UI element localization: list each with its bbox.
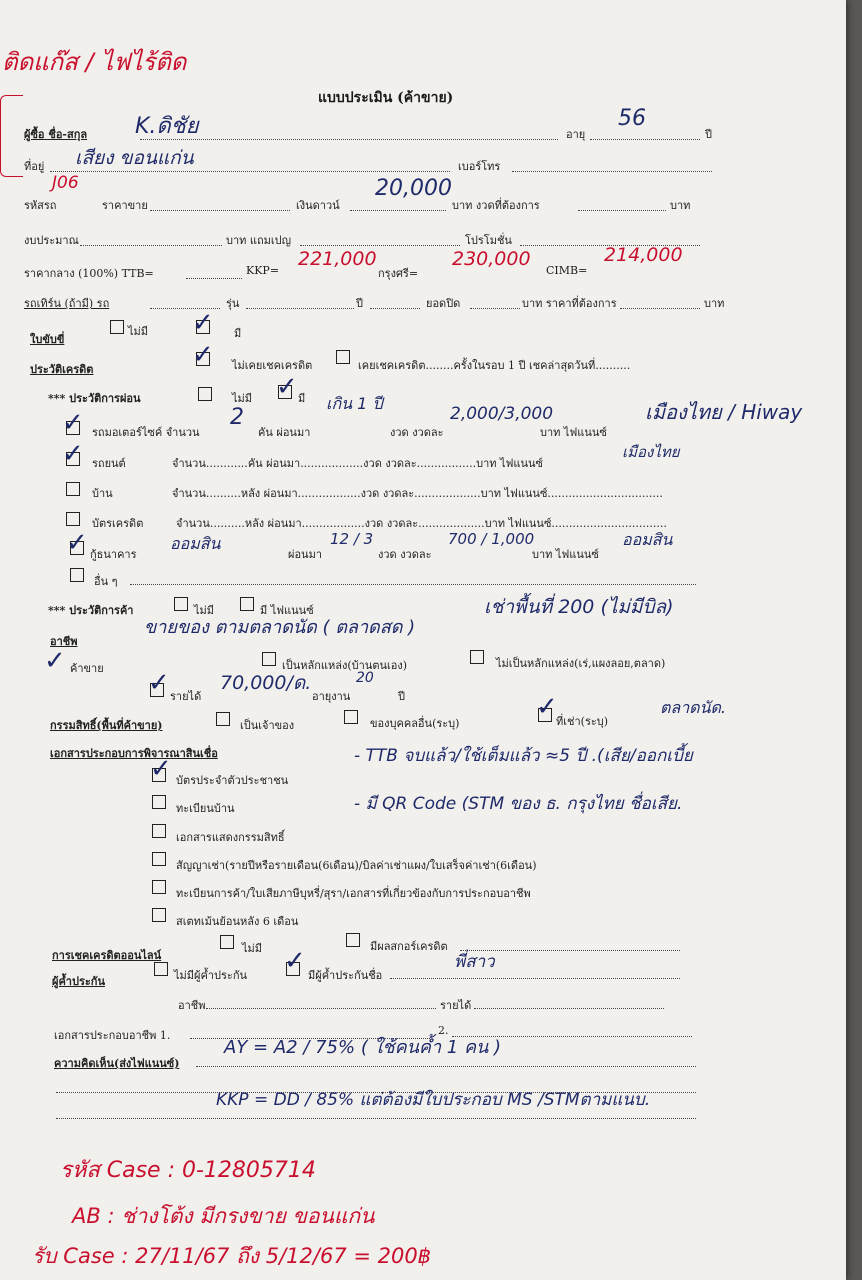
model-label: รุ่น [226, 297, 240, 310]
main-source-label: เป็นหลักแหล่ง(บ้านตนเอง) [282, 659, 408, 672]
license-yes-label: มี [234, 327, 242, 340]
other-owner-checkbox[interactable] [344, 710, 358, 724]
years-value[interactable]: 20 [356, 670, 374, 686]
age-value[interactable]: 56 [618, 106, 646, 131]
bankloan-label: กู้ธนาคาร [90, 548, 137, 561]
opinion-label: ความคิดเห็น(ส่งไฟแนนซ์) [54, 1057, 180, 1070]
installment-label: บาท งวดที่ต้องการ [452, 199, 540, 212]
house-label: บ้าน [92, 487, 113, 500]
down-label: เงินดาวน์ [296, 199, 340, 212]
main-source-checkbox[interactable] [262, 652, 276, 666]
baht-label: บาท [670, 199, 691, 212]
installment-no-label: ไม่มี [232, 392, 253, 405]
house-details: จำนวน..........หลัง ผ่อนมา..................งวด งวดละ...................บาท ไฟแนนซ์................................. [172, 487, 663, 500]
online-no-label: ไม่มี [242, 942, 263, 955]
income-label: รายได้ [170, 690, 202, 703]
case-line: รหัส Case : 0-12805714 [60, 1158, 316, 1183]
doc-2-label: เอกสารแสดงกรรมสิทธิ์ [176, 831, 285, 844]
phone-label: เบอร์โทร [458, 160, 501, 173]
installment-yes-label: มี [298, 392, 306, 405]
occupation-value[interactable]: ขายของ ตามตลาดนัด ( ตลาดสด ) [144, 617, 416, 638]
age-label: อายุ [566, 128, 586, 141]
opinion-line-1[interactable]: AY = A2 / 75% ( ใช้คนค้ำ 1 คน ) [224, 1037, 502, 1058]
buyer-label: ผู้ซื้อ ชื่อ-สกุล [24, 128, 88, 141]
cimb-value[interactable]: 214,000 [604, 244, 683, 266]
budget-label: งบประมาณ [24, 234, 79, 247]
creditcard-details: จำนวน..........หลัง ผ่อนมา..................งวด งวดละ...................บาท ไฟแนนซ์................................. [176, 517, 667, 530]
check-mark-icon: ✓ [536, 692, 558, 722]
cimb-label: CIMB= [546, 264, 588, 277]
check-mark-icon: ✓ [62, 408, 84, 438]
date-line: รับ Case : 27/11/67 ถึง 5/12/67 = 200฿ [32, 1244, 432, 1268]
buyer-name[interactable]: K.ดิชัย [135, 114, 199, 139]
not-main-checkbox[interactable] [470, 650, 484, 664]
doc-2-checkbox[interactable] [152, 824, 166, 838]
occ-docs-label: เอกสารประกอบอาชีพ 1. [54, 1029, 171, 1042]
bankloan-period: งวด งวดละ [378, 548, 432, 561]
motorcycle-finance[interactable]: เมืองไทย / Hiway [645, 400, 803, 424]
documents-note-2: - มี QR Code (STM ของ ธ. กรุงไทย ชื่อเสีย. [354, 794, 683, 814]
doc-4-label: ทะเบียนการค้า/ใบเสียภาษีบุหรี่/สุรา/เอกสารที่เกี่ยวข้องกับการประกอบอาชีพ [176, 887, 531, 900]
installment-note: เกิน 1 ปี [326, 394, 383, 413]
opinion-line-2[interactable]: KKP = DD / 85% แต่ต้องมีใบประกอบ MS /STMตามแนบ. [216, 1090, 651, 1110]
motorcycle-count[interactable]: 2 [230, 405, 244, 430]
check-mark-icon: ✓ [148, 668, 170, 698]
doc-1-checkbox[interactable] [152, 795, 166, 809]
baht-label-2: บาท [704, 297, 725, 310]
ownership-label: กรรมสิทธิ์(พื้นที่ค้าขาย) [50, 719, 163, 732]
krungsri-label: กรุงศรี= [378, 267, 419, 280]
online-no-checkbox[interactable] [220, 935, 234, 949]
guarantor-occupation-label: อาชีพ [178, 999, 206, 1012]
house-checkbox[interactable] [66, 482, 80, 496]
ttb-label: ราคากลาง (100%) TTB= [24, 267, 154, 280]
trade-yes-label: มี ไฟแนนซ์ [260, 604, 314, 617]
form-title: แบบประเมิน (ค้าขาย) [318, 90, 454, 106]
bankloan-unit: ผ่อนมา [288, 548, 322, 561]
credit-checked-label: เคยเชคเครดิต........ครั้งในรอบ 1 ปี เชคล่าสุดวันที่.......... [358, 359, 631, 372]
documents-note-1: - TTB จบแล้ว/ใช้เต็มแล้ว ≈5 ปี .(เสีย/ออกเบี้ย [354, 746, 693, 766]
guarantor-name[interactable]: พี่สาว [454, 952, 495, 972]
doc-3-checkbox[interactable] [152, 852, 166, 866]
rent-value[interactable]: ตลาดนัด. [660, 698, 726, 717]
credit-checked-checkbox[interactable] [336, 350, 350, 364]
installment-history-label: *** ประวัติการผ่อน [48, 392, 141, 405]
car-code-label: รหัสรถ [24, 199, 57, 212]
occ-docs-2: 2. [438, 1024, 449, 1037]
kkp-label: KKP= [246, 264, 280, 277]
guarantor-no-label: ไม่มีผู้ค้ำประกัน [174, 969, 247, 982]
years-unit: ปี [398, 690, 405, 703]
payoff-label: ยอดปิด [426, 297, 461, 310]
online-yes-checkbox[interactable] [346, 933, 360, 947]
trader-label: ค้าขาย [70, 662, 104, 675]
doc-3-label: สัญญาเช่า(รายปีหรือรายเดือน(6เดือน)/บิลค่าเช่าแผง/ใบเสร็จค่าเช่า(6เดือน) [176, 859, 537, 872]
other-label: อื่น ๆ [94, 575, 118, 588]
motorcycle-label: รถมอเตอร์ไซค์ จำนวน [92, 426, 200, 439]
guarantor-no-checkbox[interactable] [154, 962, 168, 976]
license-no-label: ไม่มี [128, 325, 149, 338]
down-value[interactable]: 20,000 [375, 176, 452, 201]
doc-1-label: ทะเบียนบ้าน [176, 802, 235, 815]
credit-label: ประวัติเครดิต [30, 363, 94, 376]
year-label: ปี [356, 297, 363, 310]
motorcycle-finance-label: บาท ไฟแนนซ์ [540, 426, 607, 439]
occupation-label: อาชีพ [50, 635, 78, 648]
online-yes-label: มีผลสกอร์เครดิต [370, 940, 448, 953]
car-label: รถยนต์ [92, 457, 126, 470]
tradein-price-label: บาท ราคาที่ต้องการ [522, 297, 617, 310]
other-owner-label: ของบุคคลอื่น(ระบุ) [370, 717, 460, 730]
guarantor-label: ผู้ค้ำประกัน [52, 975, 105, 988]
car-count-label: จำนวน............คัน ผ่อนมา..................งวด งวดละ.................บาท ไฟแนนซ์ [172, 457, 543, 470]
car-finance[interactable]: เมืองไทย [622, 443, 680, 461]
bankloan-finance[interactable]: ออมสิน [622, 530, 673, 549]
motorcycle-amount[interactable]: 2,000/3,000 [450, 404, 554, 424]
not-main-label: ไม่เป็นหลักแหล่ง(เร่,แผงลอย,ตลาด) [496, 657, 666, 670]
address-value[interactable]: เสียง ขอนแก่น [75, 147, 194, 169]
owner-checkbox[interactable] [216, 712, 230, 726]
check-mark-icon: ✓ [276, 372, 298, 402]
motorcycle-unit: คัน ผ่อนมา [258, 426, 311, 439]
trade-yes-checkbox[interactable] [240, 597, 254, 611]
guarantor-yes-label: มีผู้ค้ำประกันชื่อ [308, 969, 383, 982]
years-label: อายุงาน [312, 690, 351, 703]
promo-label: โปรโมชั่น [465, 234, 512, 247]
doc-5-checkbox[interactable] [152, 908, 166, 922]
online-check-label: การเชคเครดิตออนไลน์ [52, 949, 162, 962]
guarantor-income-label: รายได้ [440, 999, 472, 1012]
gift-label: บาท แถมเปญ [226, 234, 292, 247]
creditcard-label: บัตรเครดิต [92, 517, 144, 530]
ab-line: AB : ช่างโต้ง มีกรงขาย ขอนแก่น [72, 1204, 375, 1228]
trade-note: เช่าพื้นที่ 200 (ไม่มีบิล) [484, 596, 674, 618]
check-mark-icon: ✓ [44, 646, 66, 676]
tradein-label: รถเทิร์น (ถ้ามี) รถ [24, 297, 110, 310]
address-label: ที่อยู่ [24, 160, 45, 173]
trade-no-label: ไม่มี [194, 604, 215, 617]
documents-label: เอกสารประกอบการพิจารณาสินเชื่อ [50, 747, 218, 760]
red-bracket [0, 95, 23, 177]
bankloan-paid[interactable]: 12 / 3 [330, 530, 374, 548]
doc-4-checkbox[interactable] [152, 880, 166, 894]
license-no-checkbox[interactable] [110, 320, 124, 334]
bankloan-bank[interactable]: ออมสิน [170, 534, 221, 553]
trade-no-checkbox[interactable] [174, 597, 188, 611]
trade-history-label: *** ประวัติการค้า [48, 604, 134, 617]
doc-5-label: สเตทเม้นย้อนหลัง 6 เดือน [176, 915, 299, 928]
check-mark-icon: ✓ [192, 308, 214, 338]
rent-label: ที่เช่า(ระบุ) [556, 715, 609, 728]
motorcycle-period: งวด งวดละ [390, 426, 444, 439]
creditcard-checkbox[interactable] [66, 512, 80, 526]
check-mark-icon: ✓ [62, 439, 84, 469]
income-value[interactable]: 70,000/ด. [220, 672, 312, 694]
car-code-value[interactable]: J06 [52, 173, 79, 193]
other-checkbox[interactable] [70, 568, 84, 582]
check-mark-icon: ✓ [150, 754, 172, 784]
bankloan-finance-label: บาท ไฟแนนซ์ [532, 548, 599, 561]
credit-never-label: ไม่เคยเชคเครดิต [232, 359, 313, 372]
kkp-value[interactable]: 221,000 [298, 248, 377, 270]
installment-no-checkbox[interactable] [198, 387, 212, 401]
krungsri-value[interactable]: 230,000 [452, 248, 531, 270]
owner-label: เป็นเจ้าของ [240, 719, 295, 732]
price-label: ราคาขาย [102, 199, 148, 212]
check-mark-icon: ✓ [66, 528, 88, 558]
license-label: ใบขับขี่ [30, 333, 65, 346]
check-mark-icon: ✓ [284, 946, 306, 976]
corner-note: ติดแก๊ส / ไฟไร้ติด [2, 48, 187, 76]
check-mark-icon: ✓ [192, 340, 214, 370]
bankloan-amount[interactable]: 700 / 1,000 [448, 530, 535, 548]
age-unit: ปี [705, 128, 712, 141]
doc-0-label: บัตรประจำตัวประชาชน [176, 774, 289, 787]
